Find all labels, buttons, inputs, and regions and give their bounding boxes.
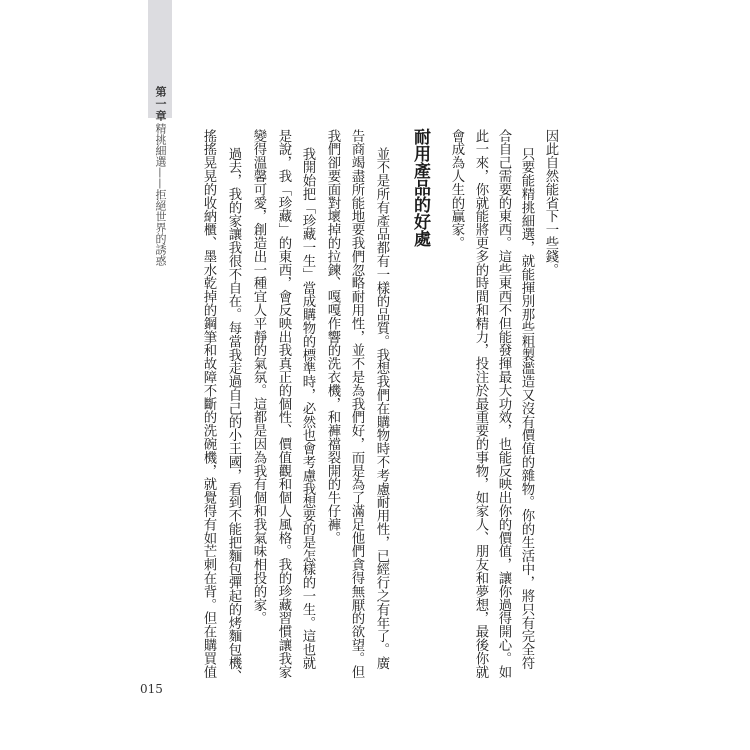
- text-line: 我開始把「珍藏一生」當成購物的標準時，必然也會考慮我想要的是怎樣的一生。這也就: [300, 147, 315, 670]
- text-line: 搖搖晃晃的收納櫃、墨水乾掉的鋼筆和故障不斷的洗碗機，就覺得有如芒刺在背。但在購買值: [201, 129, 216, 679]
- text-line: 此一來，你就能將更多的時間和精力，投注於最重要的事物，如家人、朋友和夢想，最後你就: [473, 129, 488, 679]
- text-line: 變得溫馨可愛，創造出一種宜人平靜的氣氛。這都是因為我有個和我氣味相投的家。: [251, 129, 266, 625]
- text-line: 並不是所有產品都有一樣的品質。我想我們在購物時不考慮耐用性，已經行之有年了。廣: [374, 147, 389, 670]
- text-line: 我們卻要面對壞掉的拉鍊、嘎嘎作響的洗衣機，和褲襠裂開的牛仔褲。: [325, 129, 340, 545]
- text-line: 因此自然能省下一些錢。: [543, 129, 558, 277]
- running-header-subtitle: 精挑細選——拒絕世界的誘惑: [154, 123, 167, 266]
- page-number: 015: [140, 682, 163, 696]
- text-line: 只要能精挑細選，就能揮別那些粗製濫造又沒有價值的雜物。你的生活中，將只有完全符: [519, 147, 534, 670]
- text-line: 告商竭盡所能地要我們忽略耐用性，並不是為我們好，而是為了滿足他們貪得無厭的欲望。但: [349, 129, 364, 679]
- section-heading: 耐用產品的好處: [410, 128, 430, 247]
- text-line: 是說，我「珍藏」的東西，會反映出我真正的個性、價值觀和個人風格。我的珍藏習慣讓我家: [276, 129, 291, 679]
- text-line: 合自己需要的東西。這些東西不但能發揮最大功效，也能反映出你的價值，讓你過得開心。如: [496, 129, 511, 679]
- text-line: 過去，我的家讓我很不自在。每當我走過自己的小王國，看到不能把麵包彈起的烤麵包機、: [226, 147, 241, 683]
- chapter-label: 第一章: [154, 86, 167, 122]
- text-line: 會成為人生的贏家。: [449, 129, 464, 250]
